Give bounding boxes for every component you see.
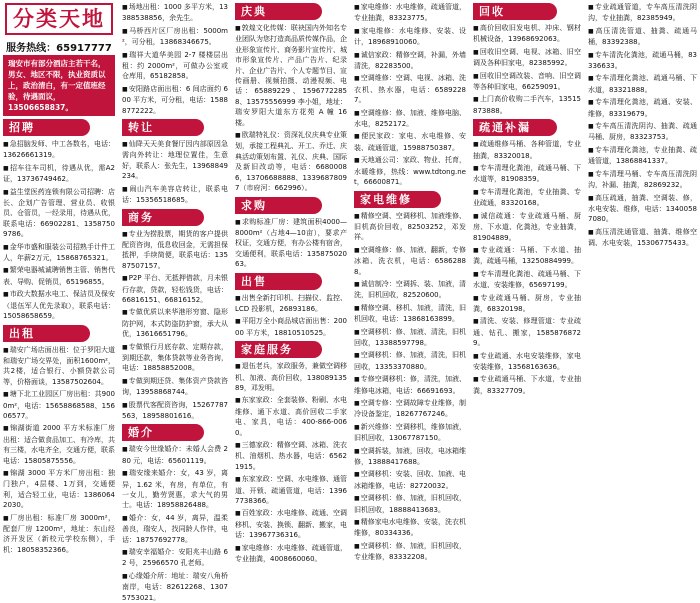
classified-ad: ■ 锦湖 3000 平方米厂房出租：独门独户，4层楼、1万到，交通便利，适合轻工业，电话：13860642030。 — [3, 468, 115, 511]
section-jiadian: 家电维修 — [354, 191, 441, 208]
classified-ad: ■ 天地通公司：家政、物业、托育，水暖维修，热线：www.tdtong.net，66600871。 — [354, 155, 466, 187]
classified-ad: ■ 专修空调移机：修，清洗，加液、维修电冰箱，电话：66691693。 — [354, 374, 466, 396]
list-jiating-fuwu — [235, 361, 347, 564]
classified-ad: ■ 专车清理马桶、专车高压清洗阴沟，补漏、抽粪，82869232。 — [588, 169, 697, 191]
masthead-notice: 瑞安市有部分酒店主若干名，男女、地区不限，执业资质以上，政治清白，有一定值班经验，待遇面议，13506658837。 — [3, 55, 115, 116]
classified-ad: ■ 欧瑞特礼仪：资深礼仪庆典专业策划，承接工程典礼、开工、乔迁、庆典活动策划布置、礼仪、庆典、国际及新旧改动等，电话：66800086，13706688888、13396878097（市府河：662996）。 — [235, 130, 347, 193]
list-huishou — [473, 23, 581, 116]
classified-ad: ■ 马桥西片区厂房出租：5000m²，可分租，13868346675。 — [122, 26, 228, 48]
column-4 — [351, 0, 469, 562]
classified-ad: ■ 精修空调、空调移机、加液维修、旧机高价回收，82503252，邓发祥。 — [354, 211, 466, 243]
classified-ad: ■ 三德家政：精修空调、冰箱、洗衣机、油烟机、热水器，电话：65621915。 — [235, 440, 347, 472]
section-qingdian: 庆典 — [235, 3, 322, 20]
classified-ad: ■ 家电维修：水电维修，疏通管道，专业抽粪，83323775。 — [354, 2, 466, 24]
classified-ad: ■ 新兴维修：空调移机，维修加液，旧机回收，13067787150。 — [354, 422, 466, 444]
classified-ad: ■ 婚介：女，44 岁，离异，温柔善良，瑞安人，找同龄人作伴，电话：18757692778。 — [122, 513, 228, 545]
classified-ad: ■ 高价回收旧发电机、冲床、钢材机械设备，13968692063。 — [473, 23, 581, 45]
classified-ad: ■ 益生堂医药连锁有限公司招聘：店长、企划广告管理、营业员、收银员、仓管员，一经录用，待遇从优，联系电话：66902281、13587509786。 — [3, 187, 115, 240]
column-6 — [585, 0, 700, 550]
list-qiugou — [235, 217, 347, 270]
column-2 — [119, 0, 231, 602]
classified-ad: ■ 市政大数据水电工、保洁员及保安（退伍军人优先录取），联系电话：15058658659。 — [3, 289, 115, 321]
classified-ad: ■ 清洗、安装、修理管道：专业疏通、钻孔、搬家，15858768729。 — [473, 316, 581, 348]
column-3 — [232, 0, 350, 564]
classified-ad: ■ 高压清洗通管道、抽粪、维修空调、水电安装，15306775433。 — [588, 227, 697, 249]
section-chushou: 出售 — [235, 273, 322, 290]
classified-ad: ■ 瑞祥大道华美园 2-7 楼楼层出租：约 2000m²，可做办公室或仓库用，65182858。 — [122, 50, 228, 82]
masthead-title: 分类天地 — [5, 3, 113, 35]
classified-ad: ■ 专车清理化粪池，专业抽粪、专业疏通，83320168。 — [473, 187, 581, 209]
classified-ad: ■ 专车高压清洗阴沟、抽粪、疏通马桶、厨房，83323753。 — [588, 121, 697, 143]
classified-ad: ■ 东家家政：空调、水电维修、通管道、开锁、疏通管道，电话：13967738366。 — [235, 474, 347, 506]
list-shutong-b — [588, 2, 697, 249]
classified-ad: ■ 瑞安幸福婚介：安阳兆丰山路 62 号，25966570 孔老师。 — [122, 547, 228, 569]
classified-ad: ■ 回收旧空调改装、音响、旧空调等各种旧家电，66259091。 — [473, 71, 581, 93]
classified-ad: ■ 空调维修：修、加液、维修电脑、水电，8252172。 — [354, 108, 466, 130]
classified-ad: ■ 平阳万全小商品城店面出售：20000 平方米，18810510525。 — [235, 316, 347, 338]
classified-ad: ■ 心缘婚介所：地址：瑞安八角桥南岸，电话：82612268、13075753021。 — [122, 571, 228, 603]
classified-ad: ■ 急招脑发师、中工各数名，电话：13626661319。 — [3, 139, 115, 161]
classified-ad: ■ 上门高价收购二手汽车，13515873888。 — [473, 94, 581, 116]
classified-ad: ■ 专车清洗化粪池，疏通马桶，83336633。 — [588, 50, 697, 72]
classified-ad: ■ 回收旧空调、电视、冰箱、旧空调及各种旧家电，82385992。 — [473, 47, 581, 69]
list-zhuanrang — [122, 139, 228, 205]
list-shangwu — [122, 229, 228, 422]
classified-ad: ■ 场地出租：1000 多平方米，13388538856，余先生。 — [122, 2, 228, 24]
classified-ad: ■ 求购标准厂房：建筑面积4000—8000m²（占地4—10亩），要求产权证，交通方便，有办公楼有宿舍，交通便利，联系电话：13587502063。 — [235, 217, 347, 270]
list-chuzu — [3, 345, 115, 556]
classified-ad: ■ 空调维修：修、加液、翻新，专修冰箱、洗衣机，电话：65862888。 — [354, 245, 466, 277]
classified-ad: ■ 金华市盛和服装公司招熟手计件工人，年薪2万元，15868765321。 — [3, 242, 115, 264]
classified-ad: ■ 闹山汽车美容店转让，联系电话：15356518685。 — [122, 184, 228, 206]
classified-ad: ■ 厂房出租：标准厂房 3000m²，配套厂房 1200m²，地址：东山经济开发区（新校元学校东侧），手机：18058352366。 — [3, 513, 115, 556]
classified-ad: ■ 繁荣电器城诚聘销售主管、销售代表、导购、促销员，65196855。 — [3, 265, 115, 287]
classified-ad: ■ 空调移机：修、加液，清洗，旧机回收，13353370880。 — [354, 350, 466, 372]
classified-ad: ■ 塘下北工业园区厂房出租：共9000m²，电话：15658868588、15606577。 — [3, 389, 115, 421]
list-qingdian — [235, 23, 347, 194]
section-shutong: 疏通补漏 — [473, 119, 557, 136]
classified-ad: ■ 便民家政：家电、水电维修、安装、疏通管道，15988750387。 — [354, 131, 466, 153]
classified-ad: ■ 仙降天天美食餐厅因内部原因急需向外转让：地理位置佳，生意好，联系人：张先生，13968849234。 — [122, 139, 228, 182]
classified-ad: ■ 安阳路店面出租：6 间店面约 600 平方米，可分租，电话：15888772222。 — [122, 84, 228, 116]
classified-ad: ■ 疏通维修马桶、各种管道，专业抽粪，83320018。 — [473, 139, 581, 161]
classified-ad: ■ 诚信疏通：专业疏通马桶、厨房、下水道、化粪池，专业抽粪，81904889。 — [473, 211, 581, 243]
section-chuzu: 出租 — [3, 325, 90, 342]
classified-ad: ■ 敦煌文化传媒：联袂国内外知名专业团队为您打造高品质传媒作品，企业形象宣传片、商务影片宣传片、城市形象宣传片、产品广告片、纪录片、企业广告片、个人专题节目、宣传画册、视频拍摄、动漫视频、电话：65889229、15967722858、13575556999 李小姐，地址：瑞安罗阳大道东方花苑 A 幢 16 楼。 — [235, 23, 347, 128]
classified-ad: ■ 高压疏通，抽粪、空调装、修，水电安装、维修，电话：13400587080。 — [588, 193, 697, 225]
classified-ad: ■ P2P 平台、无抵押借款，月未银行存款，贷款，轻松钱货，电话：66816151、66816152。 — [122, 273, 228, 305]
classified-ad: ■ 退伍老兵，家政服务，兼做空调移机、加液、高价回收，13808913589，邓发明。 — [235, 361, 347, 393]
classified-ad: ■ 专业疏通管道，专车高压清洗阴沟，专业抽粪，82385949。 — [588, 2, 697, 24]
list-shutong-a — [473, 139, 581, 396]
classified-ad: ■ 专车清理化粪池，疏通马桶、下水道等，81908359。 — [473, 163, 581, 185]
classified-ad: ■ 瑞安广场店面出租：位于罗阳大道和瑞安广场交界处，面积1600m²，共2楼，适合银行、小额贷款公司等，价格面谈，13587502604。 — [3, 345, 115, 388]
classified-ad: ■ 空调移机：修、加液、清洗，旧机回收，13388597798。 — [354, 327, 466, 349]
classified-ad: ■ 专业疏通：马桶、下水道、抽粪，疏通马桶，13250884999。 — [473, 245, 581, 267]
classified-ad: ■ 高压清洗管道、抽粪、疏通马桶，83392388。 — [588, 26, 697, 48]
classified-ad: ■ 专业疏通、水电安装维修，家电安装维修，13568163636。 — [473, 351, 581, 373]
classified-ad: ■ 家电维修：水电维修、疏通管道，专业抽粪，4008660060。 — [235, 543, 347, 565]
list-hunjie — [122, 444, 228, 603]
masthead-hotline: 服务热线：65917777 — [6, 43, 112, 54]
classified-ad: ■ 专做到期还贷、集体资产贷款咨询，13958868744。 — [122, 376, 228, 398]
classified-ad: ■ 专业疏通马桶、厨房，专业抽粪，68320198。 — [473, 293, 581, 315]
classified-ad: ■ 空调移机：修、加液，旧机回收，专业维修，83332208。 — [354, 541, 466, 563]
classified-ad: ■ 空调拆装，加液，回收，电冰箱维修，13888417688。 — [354, 446, 466, 468]
classified-ad: ■ 瑞安今世缘婚介：未婚人会费 280 元，电话：65601119。 — [122, 444, 228, 466]
classified-ad: ■ 诚信制冷：空调拆、装、加液，清洗，旧机回收，82520600。 — [354, 279, 466, 301]
classified-ad: ■ 专做优质以来华港形穷窗、隐形防护网，本式防盗防护窗，承大从优，13616651796。 — [122, 307, 228, 339]
classified-ad: ■ 专车清理化粪池、疏通马桶、下水道、安装维修，65697199。 — [473, 269, 581, 291]
section-shangwu: 商务 — [122, 209, 204, 226]
list-col4-top — [354, 2, 466, 188]
section-zhaopin: 招聘 — [3, 119, 90, 136]
classified-ad: ■ 精修空调、移机、加液，清洗，旧机回收，电话：13868163899。 — [354, 303, 466, 325]
classified-ad: ■ 百姓家政：水电维修、疏通、空调移机、安装、换锁、翻新、搬家，电话：13967736316。 — [235, 508, 347, 540]
classified-ad: ■ 空调移机：安装、回收、加液、电冰箱维修，电话：82720032。 — [354, 469, 466, 491]
section-huishou: 回收 — [473, 3, 557, 20]
section-hunjie: 婚介 — [122, 424, 204, 441]
classified-ad: ■ 空调维修：空调、电视、冰箱、洗衣机、热水器，电话：65892287。 — [354, 73, 466, 105]
section-zhuanrang: 转让 — [122, 119, 204, 136]
column-5 — [470, 0, 584, 550]
classified-ad: ■ 专业为捞股票，期货的客户提供配资咨询，低息收回金，无需担保抵押，手续简便，联系电话：13587507157。 — [122, 229, 228, 272]
classified-ad: ■ 专车清理化粪池、疏通马桶、下水道，83321888。 — [588, 73, 697, 95]
classified-ad: ■ 空调移机：修、加液，旧机回收，旧机回收，18888413683。 — [354, 493, 466, 515]
section-qiugou: 求购 — [235, 197, 322, 214]
classified-ad: ■ 瑞安缘来婚介：女，43 岁，离异，1.62 米，有房，有单位，有一女儿，勤劳贤惠，求大气的男士。电话：18958826488。 — [122, 468, 228, 511]
classified-ad: ■ 家电维修：水电维修、安装、设计，18968910060。 — [354, 26, 466, 48]
classified-ad: ■ 专做银行月底存款、定期存款，到期还款，集体贷款等业务咨询，电话：18858852008。 — [122, 342, 228, 374]
column-1 — [0, 0, 118, 554]
classified-ad: ■ 专车清理化粪池，疏通、安装、维修，83319679。 — [588, 97, 697, 119]
classified-ad: ■ 出售全新打印机、扫描仪、监控、LCD 投影机，26893186。 — [235, 293, 347, 315]
list-zhaopin — [3, 139, 115, 322]
list-jiadian — [354, 211, 466, 563]
masthead — [3, 0, 115, 55]
classified-ad: ■ 股票代客配资咨询，15267787563，18958801616。 — [122, 400, 228, 422]
classified-ad: ■ 诚信家政：精修空调，补漏，外墙清洗，82283500。 — [354, 50, 466, 72]
section-jiating-fuwu: 家庭服务 — [235, 341, 322, 358]
classified-ad: ■ 招车往车司机，待遇从优，需A2证，13736749462。 — [3, 163, 115, 185]
list-chushou — [235, 293, 347, 339]
classified-ad: ■ 精修家电水电维修、安装，洗衣机维修，80334336。 — [354, 517, 466, 539]
classified-ad: ■ 锦湖街道 2000 平方米标准厂房出租：适合做食品加工、有冷库，共有三楼，水电齐全，交通方便，联系电话：15805875556。 — [3, 423, 115, 466]
classified-ad: ■ 空调专修：空调故障专业维修，制冷设备鉴定，18267767246。 — [354, 398, 466, 420]
classified-ad: ■ 东家家政：全套装修、粉刷、水电维修、通下水道、高价回收二手家电、家具，电话：400-866-0060。 — [235, 395, 347, 438]
classified-ad: ■ 专业疏通马桶、下水道，专业抽粪，83327709。 — [473, 374, 581, 396]
list-col2-top — [122, 2, 228, 116]
classified-ad: ■ 专车清理化粪池，专业抽粪、疏通管道，13868841337。 — [588, 145, 697, 167]
